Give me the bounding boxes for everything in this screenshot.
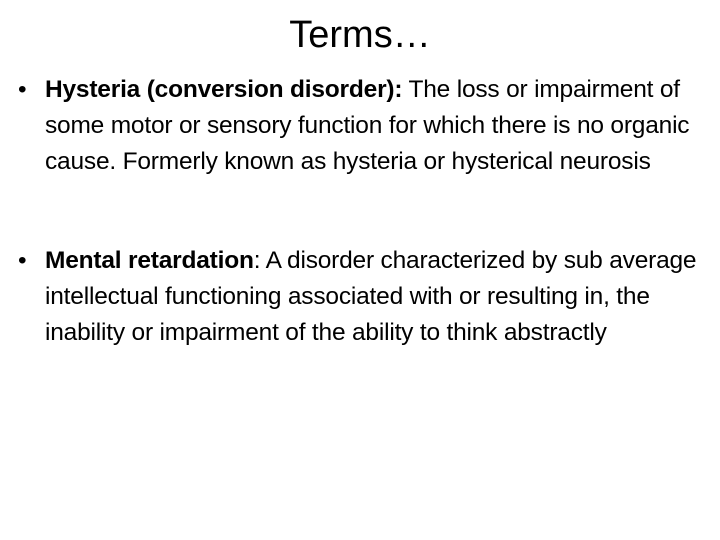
term-separator: : xyxy=(253,247,261,274)
bullet-list xyxy=(18,72,708,351)
definition-mental-retardation: A disorder characterized by sub average intellectual functioning associated with or resulting in, the inability or impairment of the ability to think abstractly xyxy=(45,247,697,346)
term-hysteria: Hysteria (conversion disorder): xyxy=(45,76,403,103)
bullet-icon: • xyxy=(18,76,27,103)
bullet-item-hysteria xyxy=(18,72,708,180)
definition-hysteria: The loss or impairment of some motor or sensory function for which there is no organic cause. Formerly known as hysteria or hysterical neurosis xyxy=(45,76,690,175)
bullet-icon: • xyxy=(18,247,27,274)
term-mental-retardation: Mental retardation xyxy=(45,247,254,274)
bullet-item-mental-retardation xyxy=(18,243,708,351)
slide-title: Terms… xyxy=(289,14,431,56)
